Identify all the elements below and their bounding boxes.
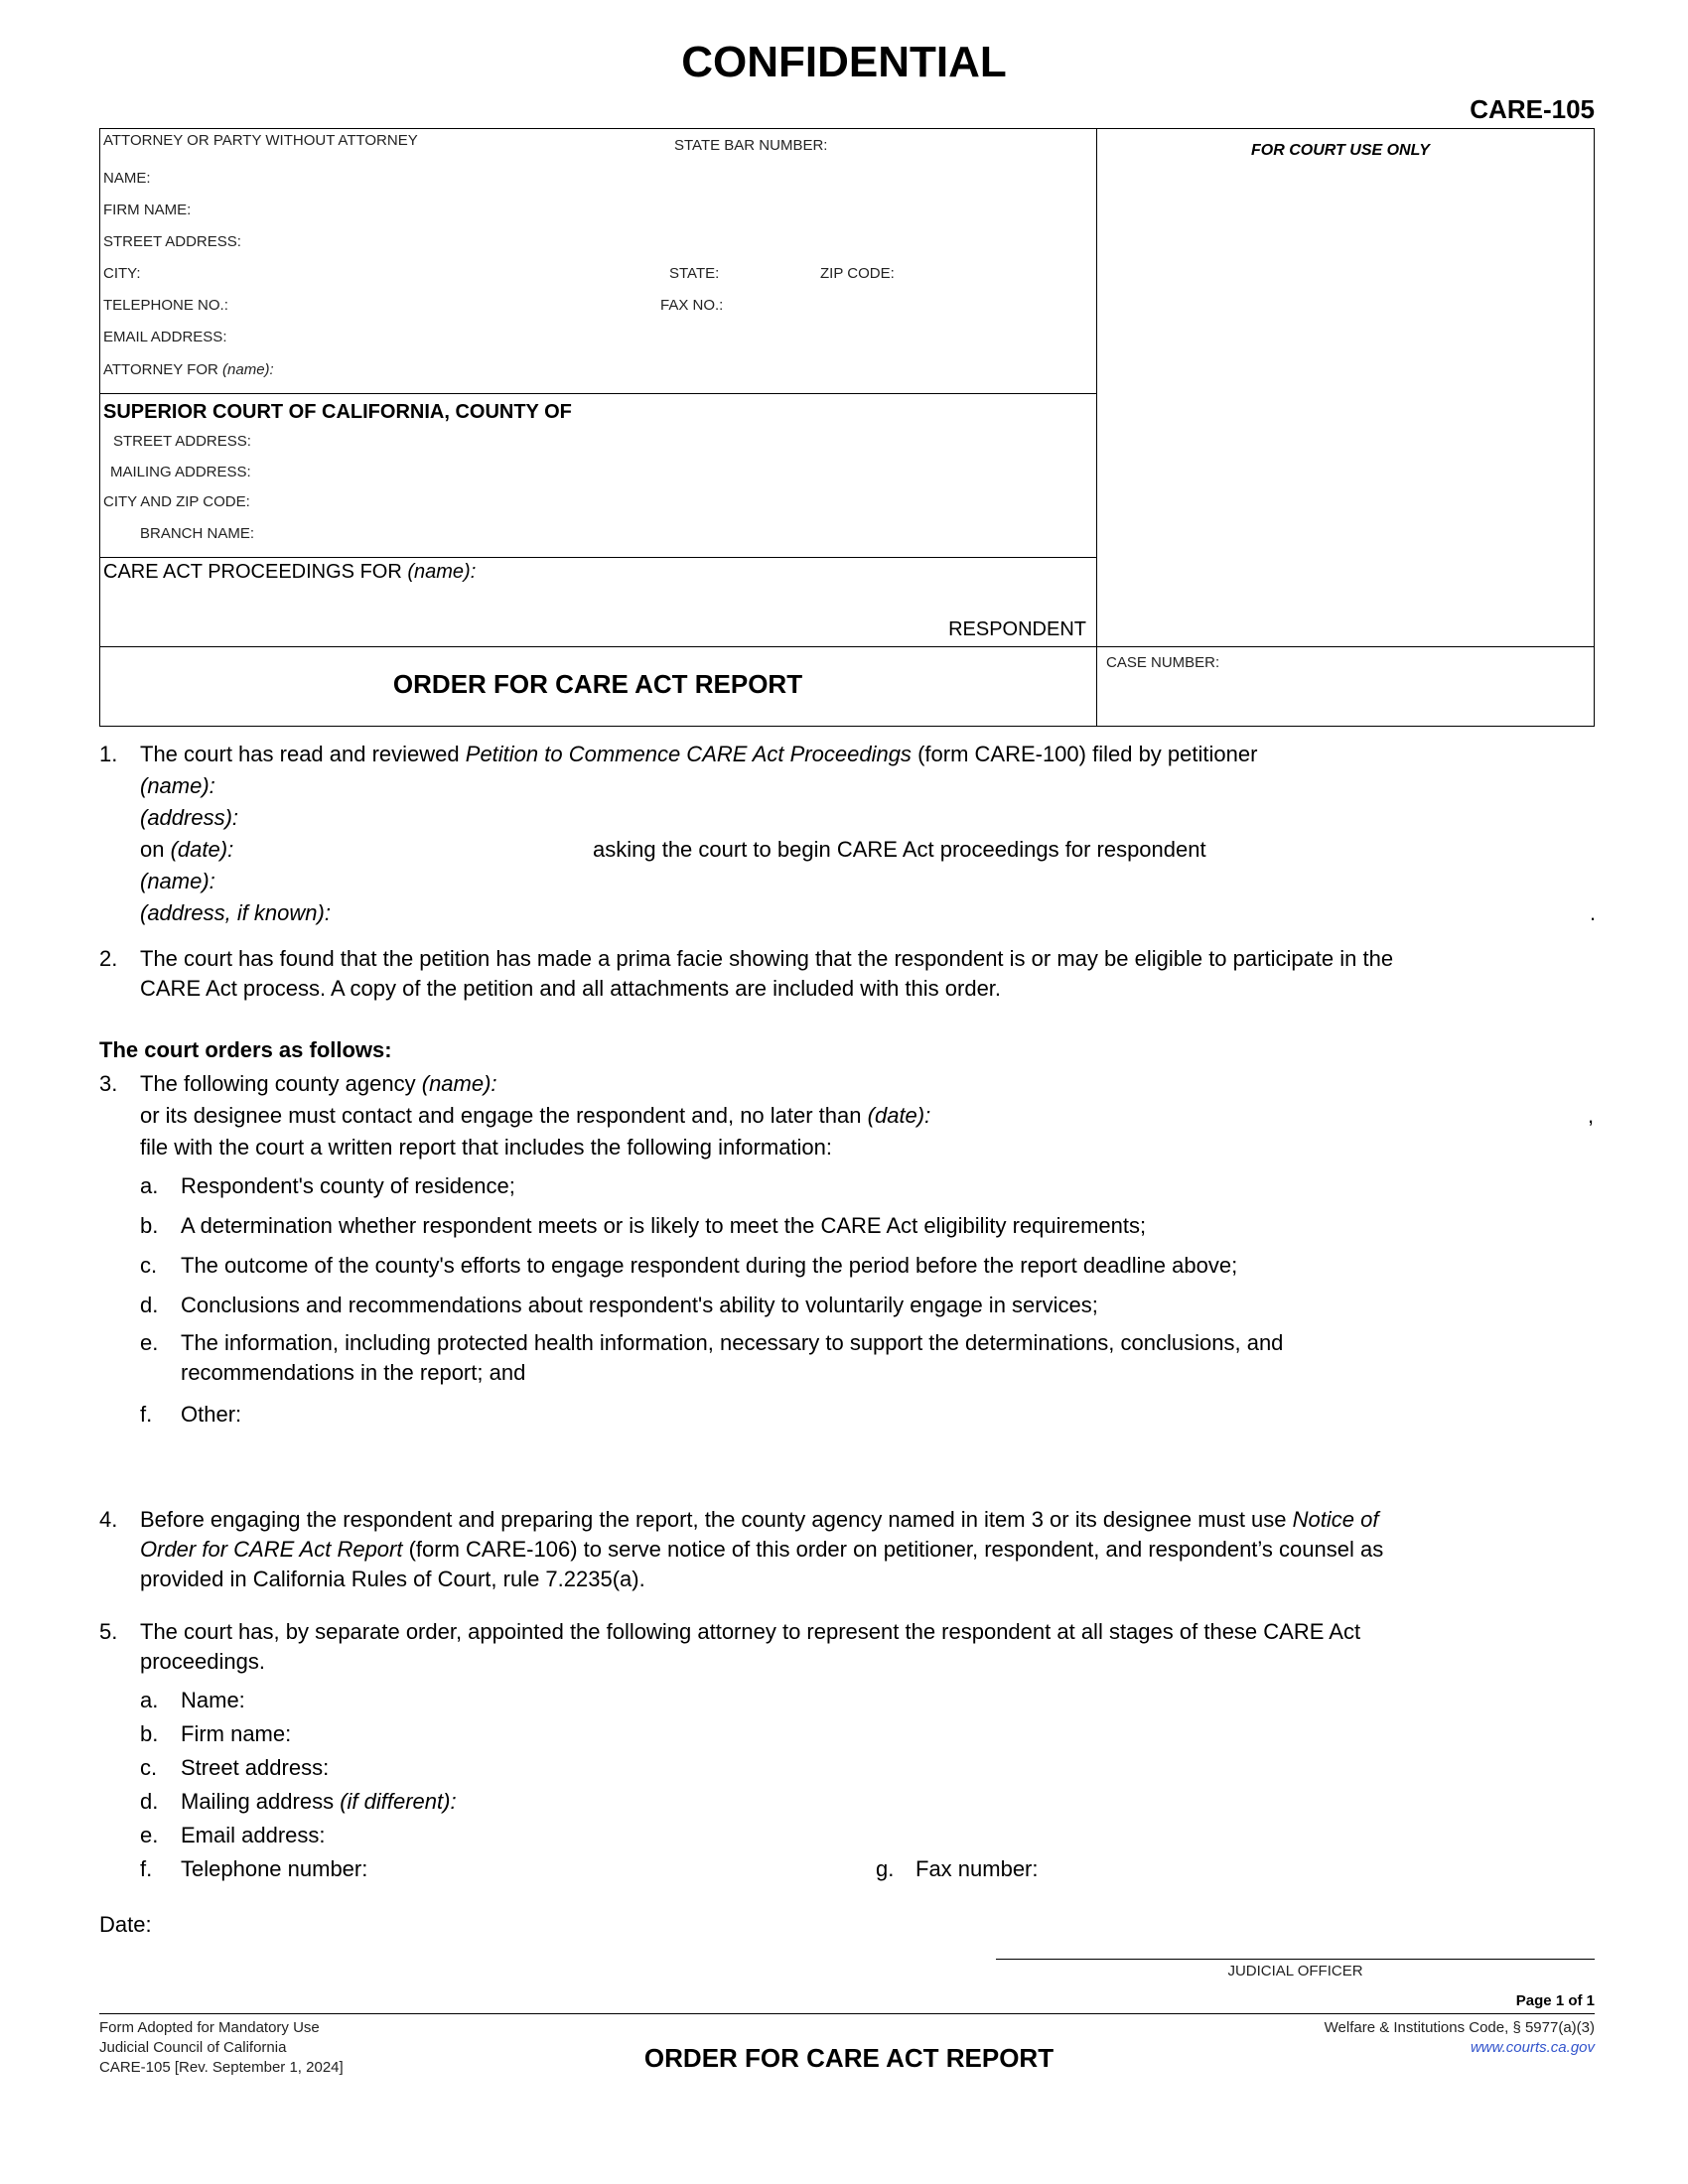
item-3-sub-e-line-2: recommendations in the report; and — [181, 1360, 526, 1385]
item-4-line-1 — [140, 1507, 1378, 1533]
attorney-telephone-label: Telephone number: — [181, 1856, 368, 1881]
item-4-text-a: Before engaging the respondent and preparing the report, the county agency named in item 3 or its designee must use — [140, 1507, 1287, 1532]
caption-bottom-border — [99, 726, 1595, 727]
court-box-bottom — [99, 557, 1096, 558]
item-3-sub-c-letter: c. — [140, 1253, 158, 1278]
court-street-label: STREET ADDRESS: — [113, 433, 251, 450]
item-3-sub-f-letter: f. — [140, 1402, 153, 1427]
item-3-sub-a-letter: a. — [140, 1173, 159, 1198]
orders-heading: The court orders as follows: — [99, 1037, 392, 1062]
attorney-email-label: Email address: — [181, 1823, 326, 1847]
caption-middle-divider — [1096, 128, 1097, 727]
item-1-text-a: The court has read and reviewed — [140, 742, 460, 766]
item-5-sub-g-letter: g. — [876, 1856, 895, 1881]
proceedings-label — [103, 561, 476, 584]
filed-on-date-label — [140, 837, 233, 863]
item-4-notice-b: Order for CARE Act Report — [140, 1537, 403, 1562]
footer-code-citation: Welfare & Institutions Code, § 5977(a)(3) — [1324, 2019, 1595, 2036]
footer-website-link[interactable]: www.courts.ca.gov — [1470, 2039, 1595, 2056]
court-city-zip-label: CITY AND ZIP CODE: — [103, 493, 250, 510]
item-1-form-name: Petition to Commence CARE Act Proceedings — [465, 742, 912, 766]
footer-divider — [99, 2013, 1595, 2014]
attorney-for-name-hint: (name): — [222, 361, 274, 378]
item-3-sub-b-text: A determination whether respondent meets or is likely to meet the CARE Act eligibility requirements; — [181, 1213, 1147, 1238]
court-branch-label: BRANCH NAME: — [140, 525, 255, 542]
item-5-sub-a-letter: a. — [140, 1688, 159, 1712]
respondent-address-label: (address, if known): — [140, 900, 331, 925]
item-5-sub-f-letter: f. — [140, 1856, 153, 1881]
caption-left-border — [99, 128, 100, 727]
item-3-number: 3. — [99, 1071, 118, 1096]
item-5-sub-d-letter: d. — [140, 1789, 159, 1814]
city-label: CITY: — [103, 265, 141, 282]
item-1-number: 1. — [99, 742, 118, 766]
item-4-number: 4. — [99, 1507, 118, 1532]
item-4-notice-a: Notice of — [1292, 1507, 1379, 1532]
attorney-street-label: Street address: — [181, 1755, 330, 1780]
deadline-date-hint: (date): — [867, 1103, 931, 1128]
item-2-number: 2. — [99, 946, 118, 971]
caption-top-border — [99, 128, 1595, 129]
deadline-comma: , — [1588, 1103, 1595, 1128]
item-5-line-2: proceedings. — [140, 1649, 265, 1674]
footer-title: ORDER FOR CARE ACT REPORT — [643, 2043, 1055, 2073]
item-1-period: . — [1590, 900, 1597, 925]
case-number-label: CASE NUMBER: — [1106, 654, 1220, 671]
county-agency-label — [140, 1071, 497, 1097]
item-5-number: 5. — [99, 1619, 118, 1644]
fax-label: FAX NO.: — [660, 297, 724, 314]
page-indicator: Page 1 of 1 — [1515, 1992, 1595, 2009]
item-3-sub-e-line-1: The information, including protected health information, necessary to support the determinations, conclusions, and — [181, 1330, 1284, 1355]
item-5-sub-e-letter: e. — [140, 1823, 159, 1847]
judicial-officer-label: JUDICIAL OFFICER — [1227, 1963, 1363, 1979]
petitioner-name-label: (name): — [140, 773, 215, 798]
on-text: on — [140, 837, 165, 862]
item-4-line-2 — [140, 1537, 1383, 1563]
firm-name-label: FIRM NAME: — [103, 202, 192, 218]
item-2-line-1: The court has found that the petition has made a prima facie showing that the respondent is or may be eligible to participate in the — [140, 946, 1394, 971]
county-agency-text: The following county agency — [140, 1071, 416, 1096]
item-2-line-2: CARE Act process. A copy of the petition and all attachments are included with this order. — [140, 976, 1002, 1001]
item-3-sub-f-text: Other: — [181, 1402, 242, 1427]
item-5-sub-b-letter: b. — [140, 1721, 159, 1746]
email-label: EMAIL ADDRESS: — [103, 329, 227, 345]
item-4-text-b: (form CARE-106) to serve notice of this order on petitioner, respondent, and respondent’s counsel as — [408, 1537, 1384, 1562]
attorney-fax-label: Fax number: — [915, 1856, 1039, 1881]
attorney-mailing-hint: (if different): — [340, 1789, 457, 1814]
item-3-sub-c-text: The outcome of the county's efforts to engage respondent during the period before the report deadline above; — [181, 1253, 1238, 1278]
item-5-line-1: The court has, by separate order, appointed the following attorney to represent the respondent at all stages of these CARE Act — [140, 1619, 1361, 1644]
item-3-sub-e-letter: e. — [140, 1330, 159, 1355]
telephone-label: TELEPHONE NO.: — [103, 297, 228, 314]
street-address-label: STREET ADDRESS: — [103, 233, 241, 250]
proceedings-name-hint: (name): — [407, 561, 477, 583]
state-bar-label: STATE BAR NUMBER: — [674, 137, 828, 154]
court-mailing-label: MAILING ADDRESS: — [110, 464, 251, 480]
footer-council: Judicial Council of California — [99, 2039, 287, 2056]
date-hint: (date): — [170, 837, 234, 862]
proceedings-text: CARE ACT PROCEEDINGS FOR — [103, 561, 402, 583]
respondent-name-label: (name): — [140, 869, 215, 893]
attorney-name-label: Name: — [181, 1688, 245, 1712]
form-number: CARE-105 — [1470, 94, 1595, 124]
deadline-label — [140, 1103, 930, 1129]
footer-form-revision: CARE-105 [Rev. September 1, 2024] — [99, 2059, 344, 2076]
signature-line — [996, 1959, 1595, 1960]
deadline-text: or its designee must contact and engage the respondent and, no later than — [140, 1103, 862, 1128]
date-label: Date: — [99, 1912, 152, 1937]
item-1-text-c: (form CARE-100) filed by petitioner — [917, 742, 1258, 766]
attorney-for-label — [103, 361, 274, 378]
court-title: SUPERIOR COURT OF CALIFORNIA, COUNTY OF — [103, 401, 572, 423]
attorney-firm-label: Firm name: — [181, 1721, 292, 1746]
item-1-line-1 — [140, 742, 1257, 767]
item-3-sub-d-text: Conclusions and recommendations about respondent's ability to voluntarily engage in services; — [181, 1293, 1098, 1317]
attorney-for-text: ATTORNEY FOR — [103, 361, 218, 378]
zip-code-label: ZIP CODE: — [820, 265, 895, 282]
state-label: STATE: — [669, 265, 720, 282]
name-label: NAME: — [103, 170, 151, 187]
attorney-mailing-label — [181, 1789, 457, 1815]
county-agency-name-hint: (name): — [421, 1071, 497, 1096]
item-3-sub-a-text: Respondent's county of residence; — [181, 1173, 515, 1198]
asking-text: asking the court to begin CARE Act proceedings for respondent — [593, 837, 1206, 862]
attorney-mailing-text: Mailing address — [181, 1789, 335, 1814]
caption-right-border — [1594, 128, 1595, 727]
respondent-label: RESPONDENT — [948, 618, 1086, 640]
confidential-heading: CONFIDENTIAL — [681, 38, 1007, 86]
item-3-sub-d-letter: d. — [140, 1293, 159, 1317]
attorney-box-bottom — [99, 393, 1096, 394]
caption-title-divider — [99, 646, 1595, 647]
court-use-only-label: FOR COURT USE ONLY — [1251, 142, 1430, 159]
form-title: ORDER FOR CARE ACT REPORT — [392, 669, 803, 699]
item-3-sub-b-letter: b. — [140, 1213, 159, 1238]
item-5-sub-c-letter: c. — [140, 1755, 158, 1780]
attorney-box-title: ATTORNEY OR PARTY WITHOUT ATTORNEY — [103, 132, 418, 149]
item-3-line-3: file with the court a written report that includes the following information: — [140, 1135, 833, 1160]
footer-adopted: Form Adopted for Mandatory Use — [99, 2019, 320, 2036]
item-4-line-3: provided in California Rules of Court, rule 7.2235(a). — [140, 1567, 645, 1591]
petitioner-address-label: (address): — [140, 805, 239, 830]
